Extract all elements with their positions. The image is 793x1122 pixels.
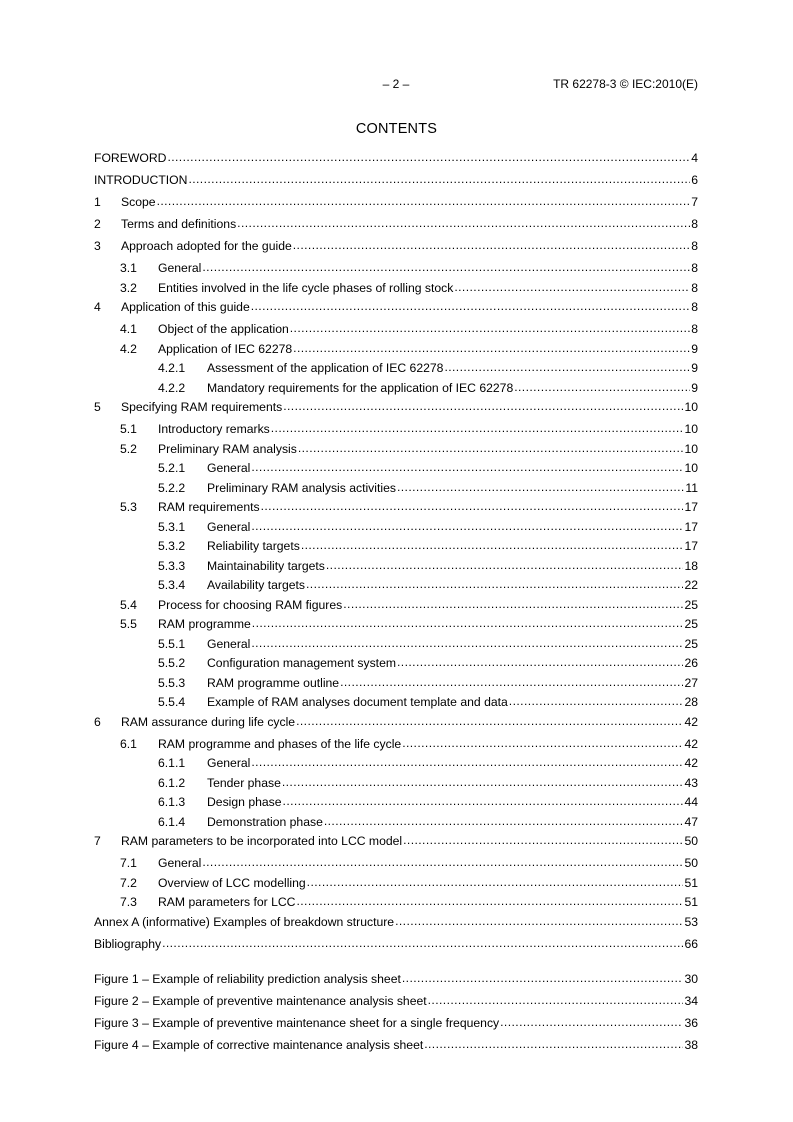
toc-entry-page: 50 <box>684 856 698 870</box>
toc-entry[interactable] <box>94 833 698 855</box>
toc-entry-title: Entities involved in the life cycle phases of rolling stock <box>158 280 454 295</box>
toc-entry[interactable] <box>94 260 698 280</box>
list-of-figures <box>94 971 698 1059</box>
toc-entry-page: 25 <box>684 636 698 651</box>
toc-entry-number: 3.1 <box>120 261 137 275</box>
toc-entry-number: 4.2.2 <box>158 380 186 395</box>
toc-entry-title: Specifying RAM requirements <box>121 400 283 414</box>
toc-entry[interactable] <box>94 238 698 260</box>
toc-entry-title: General <box>158 261 202 275</box>
toc-entry-number: 5.3.1 <box>158 519 186 534</box>
toc-entry[interactable] <box>94 172 698 194</box>
toc-entry-number: 5.3.3 <box>158 558 186 573</box>
dot-leader <box>340 675 683 687</box>
toc-entry-number: 4.2 <box>120 341 137 356</box>
toc-entry-page: 27 <box>684 675 698 690</box>
toc-entry-title: Bibliography <box>94 936 162 951</box>
toc-entry-number: 5.5.2 <box>158 656 186 670</box>
toc-entry-title: Annex A (informative) Examples of breakdown structure <box>94 914 395 929</box>
toc-entry-page: 22 <box>684 578 698 592</box>
toc-entry-page: 8 <box>691 280 698 295</box>
toc-entry-title: Approach adopted for the guide <box>121 239 292 253</box>
toc-entry-page: 8 <box>691 322 698 336</box>
toc-entry-number: 2 <box>94 217 101 231</box>
toc-entry-number: 7.2 <box>120 875 137 890</box>
toc-entry-title: Scope <box>121 195 156 209</box>
toc-entry[interactable] <box>94 775 698 795</box>
toc-entry[interactable] <box>94 399 698 421</box>
dot-leader <box>167 150 690 162</box>
toc-entry-title: RAM parameters for LCC <box>158 895 296 909</box>
toc-entry-number: 4.2.1 <box>158 361 186 375</box>
toc-entry[interactable] <box>94 499 698 519</box>
dot-leader <box>252 616 684 628</box>
toc-entry[interactable] <box>94 280 698 300</box>
dot-leader <box>307 875 684 887</box>
figure-entry[interactable] <box>94 1015 698 1037</box>
toc-entry-title: INTRODUCTION <box>94 173 188 187</box>
toc-entry-title: Figure 2 – Example of preventive maintenance analysis sheet <box>94 994 427 1008</box>
toc-entry[interactable] <box>94 894 698 914</box>
toc-entry[interactable] <box>94 694 698 714</box>
toc-entry-title: Configuration management system <box>207 656 397 670</box>
toc-entry-title: General <box>207 461 251 475</box>
toc-entry-number: 5.5 <box>120 617 137 631</box>
toc-entry-number: 6.1.3 <box>158 795 186 809</box>
toc-entry[interactable] <box>94 558 698 578</box>
dot-leader <box>290 321 690 333</box>
toc-entry-number: 6.1.2 <box>158 775 186 790</box>
dot-leader <box>454 280 690 292</box>
toc-entry-page: 47 <box>684 814 698 829</box>
toc-entry-number: 5.5.3 <box>158 675 186 690</box>
toc-entry-page: 17 <box>684 539 698 553</box>
dot-leader <box>188 172 690 184</box>
toc-entry-number: 5.5.1 <box>158 636 186 651</box>
toc-entry[interactable] <box>94 341 698 361</box>
toc-entry-page: 28 <box>684 695 698 709</box>
toc-entry[interactable] <box>94 216 698 238</box>
toc-entry-title: Demonstration phase <box>207 814 323 829</box>
toc-entry-page: 42 <box>684 714 698 729</box>
contents-title: CONTENTS <box>355 121 438 137</box>
toc-entry-title: RAM parameters to be incorporated into LCC model <box>121 834 403 848</box>
dot-leader <box>202 855 683 867</box>
toc-entry-page: 25 <box>684 617 698 631</box>
toc-entry-title: Figure 3 – Example of preventive maintenance sheet for a single frequency <box>94 1016 500 1030</box>
toc-entry-title: Figure 1 – Example of reliability prediction analysis sheet <box>94 972 401 986</box>
toc-entry-number: 5.3.2 <box>158 539 186 553</box>
toc-entry-page: 7 <box>691 195 698 209</box>
toc-entry-number: 7.1 <box>120 856 137 870</box>
dot-leader <box>282 775 684 787</box>
dot-leader <box>251 755 683 767</box>
dot-leader <box>283 399 683 411</box>
toc-entry[interactable] <box>94 194 698 216</box>
dot-leader <box>402 971 684 983</box>
toc-entry[interactable] <box>94 321 698 341</box>
toc-entry-page: 10 <box>684 461 698 475</box>
toc-entry-page: 43 <box>684 775 698 790</box>
toc-entry-title: RAM requirements <box>158 500 260 514</box>
dot-leader <box>271 421 684 433</box>
dot-leader <box>514 380 690 392</box>
toc-entry-title: Availability targets <box>207 578 305 592</box>
dot-leader <box>301 538 684 550</box>
toc-entry[interactable] <box>94 636 698 656</box>
toc-entry-number: 5.3.4 <box>158 578 186 592</box>
toc-entry-page: 4 <box>691 151 698 165</box>
toc-entry-title: Introductory remarks <box>158 422 270 436</box>
toc-entry-title: Preliminary RAM analysis activities <box>207 480 396 495</box>
toc-entry-page: 17 <box>684 500 698 514</box>
toc-entry-title: RAM programme and phases of the life cycle <box>158 736 402 751</box>
toc-entry-page: 6 <box>691 173 698 187</box>
toc-entry-number: 5.2 <box>120 441 137 456</box>
toc-entry-title: Preliminary RAM analysis <box>158 441 297 456</box>
toc-entry-page: 10 <box>684 441 698 456</box>
dot-leader <box>157 194 691 206</box>
dot-leader <box>500 1015 683 1027</box>
toc-entry-page: 34 <box>684 994 698 1008</box>
toc-entry-number: 1 <box>94 195 101 209</box>
toc-entry[interactable] <box>94 814 698 834</box>
toc-entry-page: 42 <box>684 736 698 751</box>
toc-entry-number: 3.2 <box>120 280 137 295</box>
toc-entry[interactable] <box>94 855 698 875</box>
toc-entry-number: 6.1.4 <box>158 814 186 829</box>
toc-entry-number: 7.3 <box>120 895 137 909</box>
toc-entry-page: 51 <box>684 895 698 909</box>
dot-leader <box>298 441 684 453</box>
toc-entry-title: FOREWORD <box>94 151 167 165</box>
dot-leader <box>397 480 684 492</box>
toc-entry-number: 6 <box>94 714 101 729</box>
toc-entry-page: 10 <box>684 422 698 436</box>
dot-leader <box>296 894 683 906</box>
toc-entry-title: General <box>207 756 251 770</box>
toc-entry-page: 11 <box>685 480 698 495</box>
toc-entry-page: 44 <box>684 795 698 809</box>
toc-entry-page: 51 <box>684 875 698 890</box>
dot-leader <box>343 597 683 609</box>
toc-entry-number: 4.1 <box>120 322 137 336</box>
dot-leader <box>251 519 683 531</box>
toc-entry[interactable] <box>94 380 698 400</box>
toc-entry-number: 5 <box>94 400 101 414</box>
toc-entry[interactable] <box>94 538 698 558</box>
toc-entry-title: General <box>158 856 202 870</box>
toc-entry-title: RAM programme <box>158 617 251 631</box>
toc-entry[interactable] <box>94 150 698 172</box>
toc-entry-page: 10 <box>684 400 698 414</box>
dot-leader <box>402 736 683 748</box>
toc-entry[interactable] <box>94 480 698 500</box>
toc-entry-title: Process for choosing RAM figures <box>158 597 343 612</box>
toc-entry-page: 42 <box>684 756 698 770</box>
dot-leader <box>237 216 690 228</box>
toc-entry-title: Application of this guide <box>121 300 250 314</box>
toc-entry-title: Application of IEC 62278 <box>158 341 293 356</box>
toc-entry-title: Example of RAM analyses document template and data <box>207 695 508 709</box>
toc-entry-title: Object of the application <box>158 322 289 336</box>
toc-entry[interactable] <box>94 577 698 597</box>
toc-entry-title: Tender phase <box>207 775 281 790</box>
toc-entry[interactable] <box>94 421 698 441</box>
document-reference: TR 62278-3 © IEC:2010(E) <box>553 77 698 91</box>
toc-entry-page: 36 <box>684 1016 698 1030</box>
figure-entry[interactable] <box>94 971 698 993</box>
toc-entry-page: 8 <box>691 239 698 253</box>
toc-entry-page: 66 <box>684 936 698 951</box>
toc-entry-number: 5.3 <box>120 500 137 514</box>
toc-entry[interactable] <box>94 360 698 380</box>
dot-leader <box>397 655 683 667</box>
dot-leader <box>424 1037 683 1049</box>
table-of-contents <box>94 150 698 958</box>
dot-leader <box>261 499 684 511</box>
toc-entry-number: 3 <box>94 239 101 253</box>
toc-entry-title: Overview of LCC modelling <box>158 875 306 890</box>
toc-entry[interactable] <box>94 616 698 636</box>
dot-leader <box>509 694 684 706</box>
toc-entry-title: Terms and definitions <box>121 217 237 231</box>
dot-leader <box>162 936 683 948</box>
toc-entry-number: 6.1.1 <box>158 756 186 770</box>
toc-entry-page: 8 <box>691 300 698 314</box>
toc-entry-number: 7 <box>94 834 101 848</box>
toc-entry[interactable] <box>94 714 698 736</box>
toc-entry-title: Assessment of the application of IEC 62278 <box>207 361 444 375</box>
figure-entry[interactable] <box>94 1037 698 1059</box>
dot-leader <box>428 993 684 1005</box>
toc-entry[interactable] <box>94 936 698 958</box>
dot-leader <box>326 558 684 570</box>
toc-entry[interactable] <box>94 519 698 539</box>
toc-entry-number: 5.1 <box>120 422 137 436</box>
toc-entry[interactable] <box>94 460 698 480</box>
toc-entry[interactable] <box>94 736 698 756</box>
toc-entry-title: General <box>207 519 251 534</box>
toc-entry-page: 9 <box>691 380 698 395</box>
dot-leader <box>293 238 690 250</box>
toc-entry-number: 5.5.4 <box>158 695 186 709</box>
dot-leader <box>293 341 690 353</box>
toc-entry[interactable] <box>94 875 698 895</box>
dot-leader <box>306 577 683 589</box>
figure-entry[interactable] <box>94 993 698 1015</box>
toc-entry[interactable] <box>94 914 698 936</box>
dot-leader <box>251 299 690 311</box>
toc-entry-title: Reliability targets <box>207 539 300 553</box>
toc-entry-page: 8 <box>691 217 698 231</box>
toc-entry[interactable] <box>94 755 698 775</box>
dot-leader <box>251 636 683 648</box>
toc-entry-page: 25 <box>684 597 698 612</box>
toc-entry[interactable] <box>94 299 698 321</box>
dot-leader <box>444 360 690 372</box>
toc-entry[interactable] <box>94 675 698 695</box>
toc-entry-page: 18 <box>684 558 698 573</box>
toc-entry-title: Design phase <box>207 795 282 809</box>
toc-entry[interactable] <box>94 794 698 814</box>
dot-leader <box>395 914 683 926</box>
toc-entry-title: Figure 4 – Example of corrective maintenance analysis sheet <box>94 1038 424 1052</box>
toc-entry-page: 8 <box>691 261 698 275</box>
dot-leader <box>283 794 684 806</box>
toc-entry-number: 6.1 <box>120 736 137 751</box>
toc-entry-number: 5.2.1 <box>158 461 186 475</box>
dot-leader <box>202 260 690 272</box>
toc-entry-page: 9 <box>691 361 698 375</box>
toc-entry-page: 17 <box>684 519 698 534</box>
toc-entry-page: 9 <box>691 341 698 356</box>
toc-entry-number: 4 <box>94 300 101 314</box>
dot-leader <box>403 833 683 845</box>
toc-entry-title: Maintainability targets <box>207 558 325 573</box>
dot-leader <box>324 814 684 826</box>
toc-entry-number: 5.2.2 <box>158 480 186 495</box>
toc-entry[interactable] <box>94 655 698 675</box>
toc-entry-page: 38 <box>684 1038 698 1052</box>
toc-entry-page: 30 <box>684 972 698 986</box>
toc-entry-page: 53 <box>684 914 698 929</box>
dot-leader <box>251 460 683 472</box>
toc-entry-page: 26 <box>684 656 698 670</box>
toc-entry-page: 50 <box>684 834 698 848</box>
dot-leader <box>296 714 683 726</box>
page-number: – 2 – <box>382 77 410 91</box>
toc-entry[interactable] <box>94 441 698 461</box>
toc-entry-title: Mandatory requirements for the application of IEC 62278 <box>207 380 514 395</box>
toc-entry-number: 5.4 <box>120 597 137 612</box>
toc-entry-title: General <box>207 636 251 651</box>
toc-entry[interactable] <box>94 597 698 617</box>
toc-entry-title: RAM programme outline <box>207 675 340 690</box>
toc-entry-title: RAM assurance during life cycle <box>121 714 296 729</box>
